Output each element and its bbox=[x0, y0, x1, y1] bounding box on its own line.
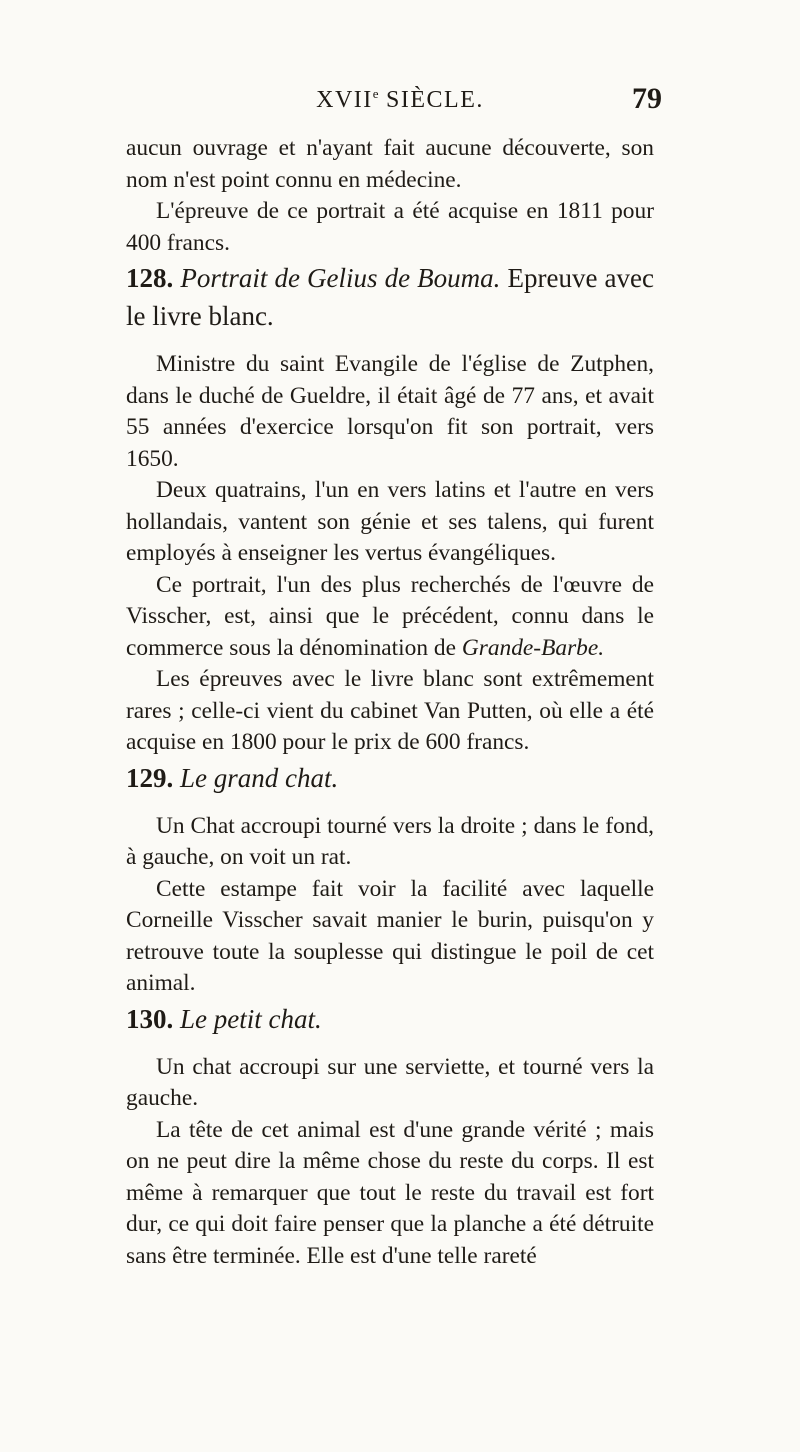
entry-128-paragraph-1: Ministre du saint Evangile de l'église de Zutphen, dans le duché de Gueldre, il était âgé de 77 ans, et avait 55 années d'exercice lorsqu'on fit son portrait, vers 1650. bbox=[126, 351, 654, 472]
entry-heading-129 bbox=[126, 759, 654, 797]
page-body bbox=[126, 133, 654, 1272]
paragraph-acquisition: L'épreuve de ce portrait a été acquise en 1811 pour 400 francs. bbox=[126, 198, 654, 256]
entry-title: Le grand chat. bbox=[180, 762, 339, 793]
century-superscript: e bbox=[372, 86, 379, 101]
entry-129-paragraph-1: Un Chat accroupi tourné vers la droite ; dans le fond, à gauche, on voit un rat. bbox=[126, 812, 654, 870]
entry-128-paragraph-3-text: Ce portrait, l'un des plus recherchés de l'œuvre de Visscher, est, ainsi que le précédent, connu dans le commerce sous la dénomination de bbox=[126, 571, 654, 661]
entry-heading-130 bbox=[126, 1000, 654, 1038]
entry-128-paragraph-2: Deux quatrains, l'un en vers latins et l'autre en vers hollandais, vantent son génie et ses talens, qui furent employés à enseigner les vertus évangéliques. bbox=[126, 477, 654, 566]
entry-heading-128 bbox=[126, 259, 654, 335]
entry-title-suffix: Epreuve avec le livre blanc. bbox=[126, 263, 655, 331]
entry-128-paragraph-3 bbox=[126, 570, 654, 665]
entry-number: 130. bbox=[126, 1003, 174, 1034]
running-head-title bbox=[0, 86, 800, 114]
century-label: SIÈCLE. bbox=[386, 87, 484, 113]
entry-128-paragraph-4: Les épreuves avec le livre blanc sont extrêmement rares ; celle-ci vient du cabinet Van Putten, où elle a été acquise en 1800 pour le prix de 600 francs. bbox=[126, 666, 654, 755]
century-numeral: XVII bbox=[316, 87, 373, 113]
entry-128-italic-term: Grande-Barbe. bbox=[461, 634, 605, 661]
entry-title: Le petit chat. bbox=[180, 1003, 322, 1034]
running-head bbox=[0, 82, 800, 122]
entry-130-paragraph-2: La tête de cet animal est d'une grande vérité ; mais on ne peut dire la même chose du reste du corps. Il est même à remarquer que tout le reste du travail est fort dur, ce qui doit faire penser que la planche a été détruite sans être terminée. Elle est d'une telle rareté bbox=[126, 1116, 654, 1269]
page-number: 79 bbox=[632, 82, 662, 115]
paragraph-continuation: aucun ouvrage et n'ayant fait aucune découverte, son nom n'est point connu en médecine. bbox=[126, 135, 654, 193]
entry-129-paragraph-2: Cette estampe fait voir la facilité avec laquelle Corneille Visscher savait manier le burin, puisqu'on y retrouve toute la souplesse qui distingue le poil de cet animal. bbox=[126, 875, 654, 996]
entry-title: Portrait de Gelius de Bouma. bbox=[180, 263, 501, 293]
entry-number: 128. bbox=[126, 263, 174, 293]
entry-130-paragraph-1: Un chat accroupi sur une serviette, et tourné vers la gauche. bbox=[126, 1053, 654, 1111]
entry-number: 129. bbox=[126, 762, 174, 793]
